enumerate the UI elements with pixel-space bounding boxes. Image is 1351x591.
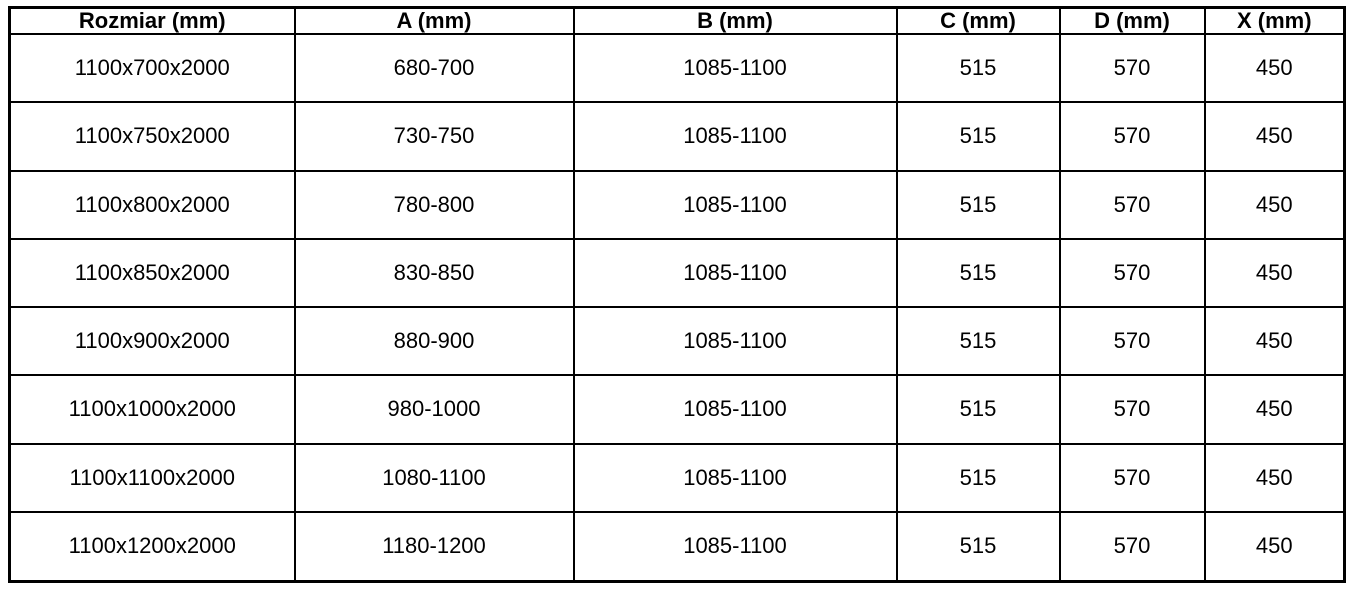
cell-x: 450: [1205, 512, 1345, 582]
cell-c: 515: [897, 512, 1060, 582]
header-b: B (mm): [574, 8, 897, 35]
cell-c: 515: [897, 34, 1060, 102]
header-c: C (mm): [897, 8, 1060, 35]
header-rozmiar: Rozmiar (mm): [10, 8, 295, 35]
cell-d: 570: [1060, 102, 1205, 170]
cell-rozmiar: 1100x1000x2000: [10, 375, 295, 443]
cell-b: 1085-1100: [574, 34, 897, 102]
cell-b: 1085-1100: [574, 102, 897, 170]
cell-x: 450: [1205, 171, 1345, 239]
table-row: [10, 307, 1345, 375]
cell-c: 515: [897, 239, 1060, 307]
cell-c: 515: [897, 102, 1060, 170]
cell-x: 450: [1205, 375, 1345, 443]
header-d: D (mm): [1060, 8, 1205, 35]
cell-a: 1180-1200: [295, 512, 574, 582]
cell-rozmiar: 1100x1200x2000: [10, 512, 295, 582]
table-row: [10, 34, 1345, 102]
cell-rozmiar: 1100x850x2000: [10, 239, 295, 307]
cell-d: 570: [1060, 444, 1205, 512]
cell-b: 1085-1100: [574, 239, 897, 307]
cell-d: 570: [1060, 307, 1205, 375]
cell-c: 515: [897, 307, 1060, 375]
cell-x: 450: [1205, 307, 1345, 375]
cell-c: 515: [897, 375, 1060, 443]
cell-d: 570: [1060, 239, 1205, 307]
size-spec-table: [8, 6, 1346, 583]
cell-b: 1085-1100: [574, 375, 897, 443]
header-a: A (mm): [295, 8, 574, 35]
table-row: [10, 375, 1345, 443]
cell-x: 450: [1205, 444, 1345, 512]
table-row: [10, 102, 1345, 170]
cell-a: 880-900: [295, 307, 574, 375]
table-row: [10, 444, 1345, 512]
header-x: X (mm): [1205, 8, 1345, 35]
cell-c: 515: [897, 444, 1060, 512]
cell-a: 830-850: [295, 239, 574, 307]
cell-c: 515: [897, 171, 1060, 239]
cell-d: 570: [1060, 512, 1205, 582]
table-row: [10, 239, 1345, 307]
cell-a: 1080-1100: [295, 444, 574, 512]
cell-d: 570: [1060, 34, 1205, 102]
cell-x: 450: [1205, 102, 1345, 170]
cell-rozmiar: 1100x1100x2000: [10, 444, 295, 512]
cell-rozmiar: 1100x750x2000: [10, 102, 295, 170]
cell-b: 1085-1100: [574, 444, 897, 512]
cell-a: 980-1000: [295, 375, 574, 443]
cell-d: 570: [1060, 375, 1205, 443]
cell-rozmiar: 1100x900x2000: [10, 307, 295, 375]
cell-b: 1085-1100: [574, 307, 897, 375]
cell-x: 450: [1205, 34, 1345, 102]
cell-d: 570: [1060, 171, 1205, 239]
cell-b: 1085-1100: [574, 512, 897, 582]
table-row: [10, 512, 1345, 582]
table-row: [10, 171, 1345, 239]
cell-a: 780-800: [295, 171, 574, 239]
cell-rozmiar: 1100x700x2000: [10, 34, 295, 102]
table-header-row: [10, 8, 1345, 35]
cell-x: 450: [1205, 239, 1345, 307]
cell-b: 1085-1100: [574, 171, 897, 239]
cell-a: 680-700: [295, 34, 574, 102]
cell-rozmiar: 1100x800x2000: [10, 171, 295, 239]
cell-a: 730-750: [295, 102, 574, 170]
